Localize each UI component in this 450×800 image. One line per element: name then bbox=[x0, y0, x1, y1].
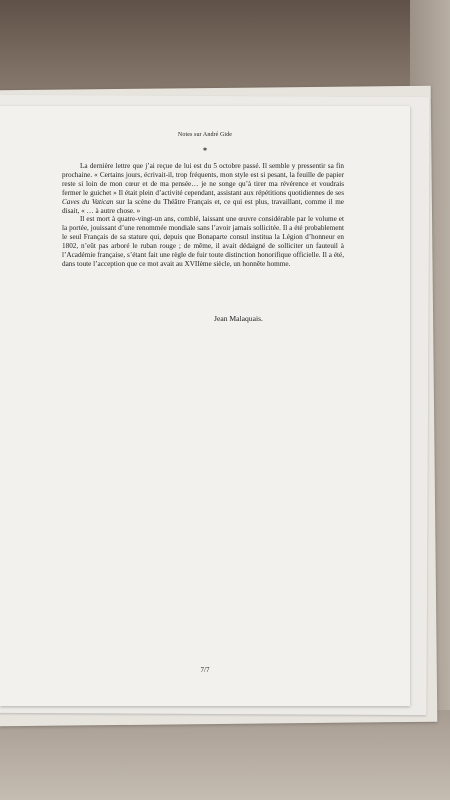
signature: Jean Malaquais. bbox=[214, 314, 263, 323]
page-number: 7/7 bbox=[200, 666, 210, 674]
section-separator: * bbox=[203, 146, 207, 155]
paragraph-text: sur la scène du Théâtre Français et, ce qui est plus, travaillant, comme il me disait, « … à autre chose. » bbox=[62, 197, 344, 215]
paragraph: Il est mort à quatre-vingt-un ans, comblé, laissant une œuvre considérable par le volume et la portée, jouissant d’une renommée mondiale sans l’avoir jamais sollicitée. Il a été probablement le seul Français de sa stature qui, depuis que Bonaparte consul institua la Légion d’honneur en 1802, n’eût pas arboré le ruban rouge ; de même, il avait dédaigné de solliciter un fauteuil à l’Académie française, s’étant fait une règle de fuir toute distinction honorifique officielle. Il a été, dans toute l’acception que ce mot avait au XVIIème siècle, un honnête homme. bbox=[62, 215, 344, 268]
body-text bbox=[62, 162, 344, 269]
paragraph-text: La dernière lettre que j’ai reçue de lui est du 5 octobre passé. Il semble y pressentir sa fin prochaine. « Certains jours, écrivait-il, trop fréquents, mon style est si pesant, la feuille de papier reste si loin de mon cœur et de ma pensée… je ne songe qu’à tirer ma révérence et voudrais fermer le guichet » Il était plein d’activité cependant, assistant aux répétitions quotidiennes de ses bbox=[62, 162, 344, 197]
document-page bbox=[0, 106, 410, 706]
page-header: Notes sur André Gide bbox=[177, 132, 233, 138]
book-title: Caves du Vatican bbox=[62, 197, 114, 206]
paragraph bbox=[62, 162, 344, 215]
